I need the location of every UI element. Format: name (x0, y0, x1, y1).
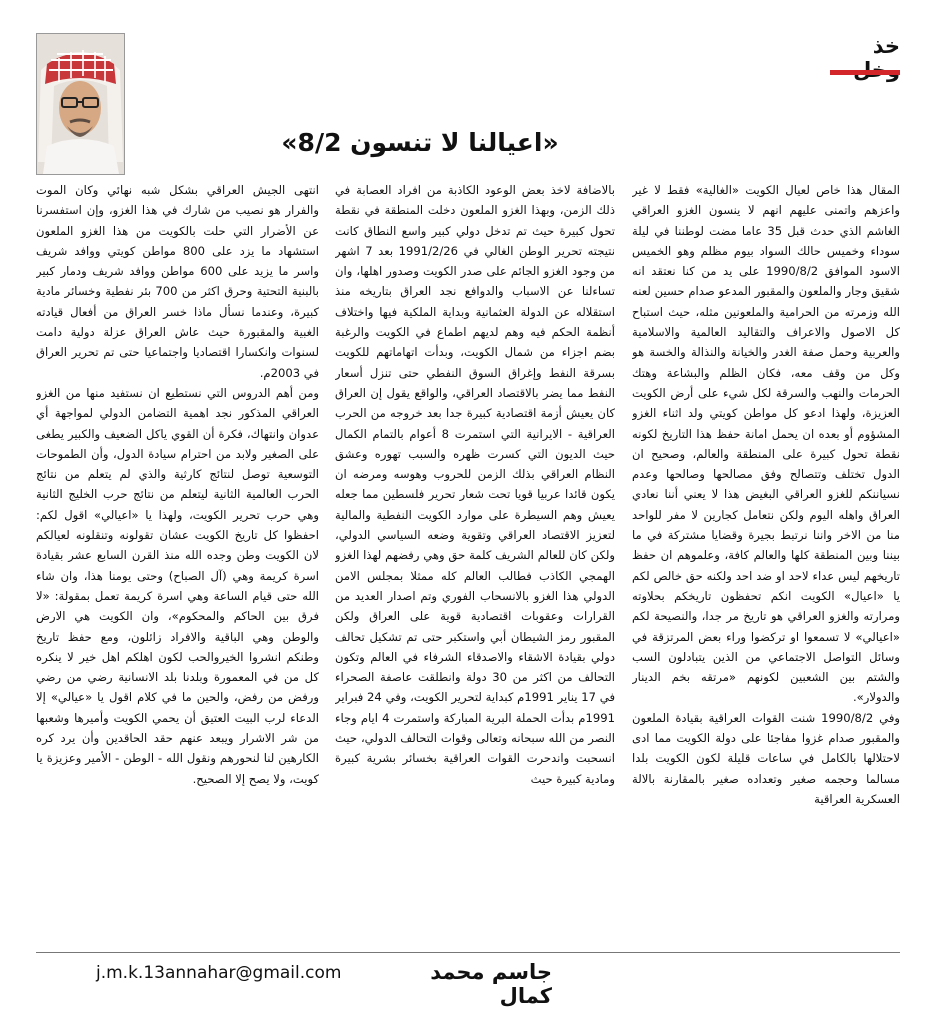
column-name: خذ (872, 34, 900, 58)
paragraph: وفي 1990/8/2 شنت القوات العراقية بقيادة الملعون والمقبور صدام غزوا مفاجئا على دولة الكويت مما ادى لاحتلالها بالكامل في ساعات قليلة لكون الكويت بلدا مسالما وحجمه صغير وتعداده صغير بالمقارنة بالالة العسكرية العراقية (632, 710, 900, 806)
column-accent-bar (830, 70, 900, 75)
paragraph: المقال هذا خاص لعيال الكويت «الغالية» فقط لا غير واعزهم واتمنى عليهم انهم لا ينسون الغزو العراقي الغاشم الذي حدث قبل 35 عاما مضت لوطننا في ليلة سوداء وخميس حالك السواد بيوم مظلم وهو الخميس الاسود الموافق 1990/8/2 على يد من كنا نعتقد انه شقيق وجار والملعون والمقبور المدعو صدام حسين لعنه الله وزمرته من الحرامية والملعونين مثله، حيث استباح كل الاصول والاعراف والتقاليد العالمية والاسلامية والعربية وحمل صفة الغدر والخيانة والنذالة والخسة هو وكل من وقف معه، فكان الظلم والبشاعة وهتك الحرمات والنهب والسرقة لكل شيء على أرض الكويت العزيزة، ولهذا ادعو كل مواطن كويتي ولد اثناء الغزو المشؤوم أو بعده ان يحمل امانة حفظ هذا التاريخ لكونه نقطة تحول كبيرة على المنطقة والعالم، وصحيح ان الدول تختلف وتتصالح وفق مصالحها وصالحها وعدم نسياننكم للغزو العراقي البغيض هذا لا يعني أننا نعادي العراق واهله اليوم ولكن نتعامل كجارين لا مفر للواحد منا من الاخر واننا نرتبط بجيرة وقضايا مشتركة في ما بيننا وبين المنطقة كلها والعالم كافة، وعلموهم ان حفظ تاريخهم ليس عداء لاحد او ضد احد ولكنه حق خالص لكم يا «اعيال» الكويت انكم تحفظون تاريخكم بحلاوته ومرارته والغزو العراقي هو تاريخ مر جدا، والنصيحة لكم «اعيالي» لا تسمعوا او تركضوا وراء بعض المرتزقة في وسائل التواصل الاجتماعي من الذين يتبادلون السب والشتم بين الشعبين لكونهم «مرتقه بخم الدينار والدولار». (632, 183, 900, 705)
portrait-photo-icon (37, 34, 124, 174)
article-column-2 (335, 180, 615, 940)
article-column-3 (36, 180, 319, 940)
author-email[interactable]: j.m.k.13annahar@gmail.com (96, 963, 342, 983)
column-header (830, 34, 900, 82)
article-column-1 (632, 180, 900, 940)
author-photo (36, 33, 125, 175)
paragraph: ومن أهم الدروس التي نستطيع ان نستفيد منها من الغزو العراقي المذكور نجد اهمية التضامن الدولي لمواجهة أي عدوان وانتهاك، فكرة أن القوي ياكل الضعيف والكبير يطغى على الصغير ولابد من احترام سيادة الدول، وأن الطموحات التوسعية توصل لنتائج كارثية والذي لم يتعلم من نتائج الحرب العالمية الثانية ليتعلم من نتائج حرب الخليج الثانية وهي حرب تحرير الكويت، ولهذا يا «اعيالي» اقول لكم: احفظوا كل تاريخ الكويت عشان تقولونه وتنقلونه لعيالكم لان الكويت وطن وجده الله منذ القرن السابع عشر بقيادة اسرة كريمة وهي (آل الصباح) وحتى يومنا هذا، وان شاء الله حتى قيام الساعة وهي اسرة كريمة تعمل بمقولة: «لا فرق بين الحاكم والمحكوم»، وان الكويت هي الارض والوطن وهي الباقية والافراد زائلون، ومع حفظ تاريخ وطنكم انشروا الخيروالحب لكون اهلكم اهل خير لا ينكره كل من في المعمورة وبلدنا بلد الانسانية رضي من رضي ورفض من رفض، والحين ما في كلام اقول يا «عيالي» إلا الدعاء لرب البيت العتيق أن يحمي الكويت وأميرها وشعبها من شر الاشرار ويبعد عنهم حقد الحاقدين وأن يرد كره الكارهين لنا لنحورهم ونقول الله - الوطن - الأمير وعزيزة يا كويت، ولا يصح إلا الصحيح. (36, 385, 319, 786)
article-title: «اعيالنا لا تنسون 8/2» (281, 128, 559, 157)
paragraph: بالاضافة لاخذ بعض الوعود الكاذبة من افراد العصابة في ذلك الزمن، وبهذا الغزو الملعون دخلت المنطقة في نقطة تحول كبيرة حيث تم تدخل دولي كبير واسع النطاق كانت نتيجته تحرير الوطن الغالي في 1991/2/26 بعد 7 اشهر من وجود الغزو الجائم على صدر الكويت وصدور اهلها، وان تساءلنا عن الاسباب والدوافع نجد العراق بتاريخه منذ استقلاله عن الدولة العثمانية وبداية الملكية فيها واختلاف أنظمة الحكم فيه وهم لديهم اطماع في الكويت والرغبة بضم اجزاء من شمال الكويت، وبدأت اتهاماتهم للكويت بسرقة النفط وإغراق السوق النفطي حتى تنزل أسعار النفط مما يضر بالاقتصاد العراقي، والواقع يقول إن العراق كان يعيش أزمة اقتصادية كبيرة جدا بعد خروجه من الحرب العراقية - الايرانية التي استمرت 8 أعوام بالتمام الكمال حيث الديون التي كسرت ظهره والسبب تهوره وعشق النظام العراقي بذلك الزمن للحروب وهوسه ومرضه ان يكون قائدا عربيا قويا تحت شعار تحرير فلسطين مما جعله يعيش وهم السيطرة على موارد الكويت النفطية والمالية لتعزيز الاقتصاد العراقي وتقوية وضعه السياسي الدولي، ولكن كان للعالم الشريف كلمة حق وهي رفضهم لهذا الغزو الهمجي الكاذب فطالب العالم كله ممثلا بمجلس الامن الدولي هذا الغزو بالانسحاب الفوري وتم اصدار العديد من القرارات وعقوبات اقتصادية قوية على العراق ولكن المقبور رمز الشيطان أبي واستكبر حتى تم تشكيل تحالف دولي بقيادة الاشقاء والاصدقاء الشرفاء في العالم وتكون التحالف من اكثر من 30 دولة وانطلقت عاصفة الصحراء في 17 يناير 1991م كبداية لتحرير الكويت، وفي 24 فبراير 1991م بدأت الحملة البرية المباركة واستمرت 4 ايام وجاء النصر من الله سبحانه وتعالى وقوات التحالف الدولي، حيث انسحبت واندحرت القوات العراقية بخسائر بشرية كبيرة ومادية كبيرة حيث (335, 183, 615, 786)
paragraph: انتهى الجيش العراقي بشكل شبه نهائي وكان الموت والفرار هو نصيب من شارك في هذا الغزو، وإن استفسرنا عن الأضرار التي حلت بالكويت من هذا الغزو الملعون استشهاد ما يزد على 800 مواطن كويتي ووافد شريف واسر ما يزيد على 600 مواطن ووافد شريف ودمار كبير بالبنية التحتية وحرق اكثر من 700 بئر نفطية وخسائر مادية كبيرة، وعندما نسأل ماذا خسر العراق من أفعال قيادته الغبية والمقبورة حيث عاش العراق عزلة دولية دامت لسنوات وانكسارا اقتصاديا واجتماعيا حتى تم تحرير العراق في 2003م. (36, 183, 319, 380)
author-signature: جاسم محمد كمال (430, 960, 552, 1008)
footer-divider (36, 952, 900, 953)
